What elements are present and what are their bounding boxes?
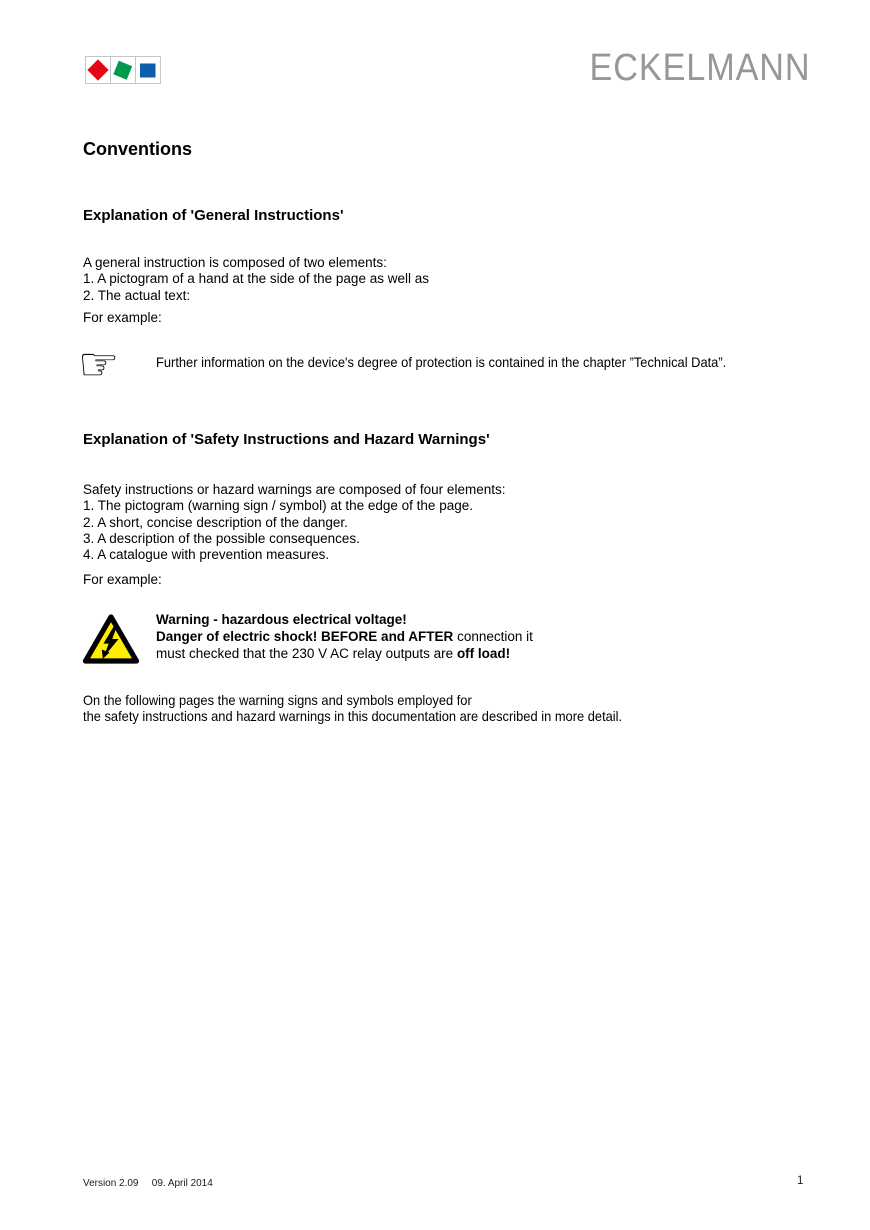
paragraph-line: the safety instructions and hazard warnings in this documentation are described in more detail. — [83, 708, 623, 725]
footer-date: 09. April 2014 — [151, 1177, 213, 1189]
paragraph-line: 3. A description of the possible consequences. — [83, 530, 360, 546]
warning-measure-text: must checked that the 230 V AC relay outputs are — [156, 646, 457, 661]
closing-paragraph — [83, 692, 669, 725]
footer-version-info — [83, 1177, 213, 1189]
paragraph-line: Safety instructions or hazard warnings are composed of four elements: — [83, 482, 506, 497]
warning-title: Warning - hazardous electrical voltage! — [156, 612, 407, 627]
logo-blue-square-icon — [140, 64, 156, 78]
paragraph-line: 4. A catalogue with prevention measures. — [83, 547, 330, 563]
warning-example-text — [156, 611, 533, 662]
general-intro-paragraph — [83, 255, 429, 304]
logo-squares — [85, 56, 161, 84]
warning-line-3 — [156, 645, 533, 662]
warning-danger-rest: connection it — [453, 629, 533, 644]
section-heading-safety-instructions: Explanation of 'Safety Instructions and Hazard Warnings' — [83, 431, 490, 448]
page-number: 1 — [797, 1175, 804, 1187]
paragraph-line: 2. The actual text: — [83, 287, 191, 303]
electrical-hazard-warning-triangle-icon — [82, 613, 140, 670]
pointing-hand-icon: ☞ — [78, 337, 120, 391]
safety-intro-paragraph — [83, 482, 505, 563]
for-example-label: For example: — [83, 310, 162, 325]
warning-line-1 — [156, 611, 533, 628]
paragraph-line: 1. The pictogram (warning sign / symbol) at the edge of the page. — [83, 498, 473, 514]
footer-version: Version 2.09 — [83, 1177, 139, 1189]
for-example-label: For example: — [83, 572, 162, 587]
paragraph-line: 2. A short, concise description of the danger. — [83, 514, 348, 530]
warning-triangle-graphic — [82, 613, 140, 665]
general-note-text-line: Further information on the device's degree of protection is contained in the chapter ”Technical Data”. — [156, 354, 727, 370]
page-title: Conventions — [83, 139, 193, 159]
warning-measure-bold: off load! — [456, 646, 511, 661]
brand-wordmark: ECKELMANN — [589, 47, 810, 89]
section-heading-general-instructions: Explanation of 'General Instructions' — [83, 207, 344, 224]
paragraph-line: A general instruction is composed of two elements: — [83, 255, 387, 270]
warning-line-2 — [156, 628, 533, 645]
brand-logo — [85, 56, 161, 89]
paragraph-line: 1. A pictogram of a hand at the side of the page as well as — [83, 271, 429, 287]
paragraph-line: On the following pages the warning signs and symbols employed for — [83, 692, 472, 708]
warning-danger-bold: Danger of electric shock! BEFORE and AFTER — [156, 629, 454, 644]
general-note-text — [156, 354, 870, 371]
